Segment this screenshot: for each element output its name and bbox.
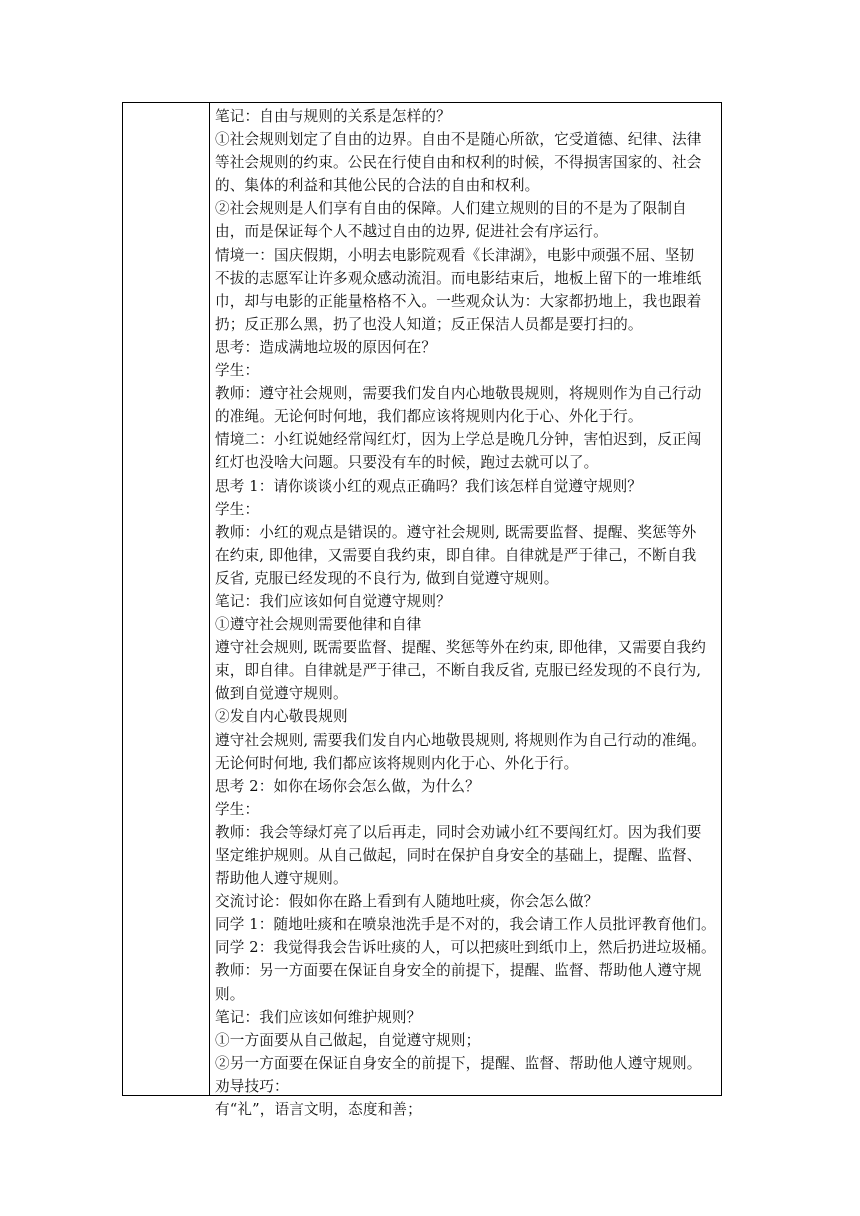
- text-line: 不拔的志愿军让许多观众感动流泪。而电影结束后，地板上留下的一堆堆纸: [215, 269, 702, 287]
- text-line: 学生：: [215, 362, 260, 380]
- text-line: ②社会规则是人们享有自由的保障。人们建立规则的目的不是为了限制自: [215, 200, 687, 218]
- text-line: 则。: [215, 985, 245, 1003]
- text-line: 的、集体的利益和其他公民的合法的自由和权利。: [215, 177, 540, 195]
- text-line: 遵守社会规则, 既需要监督、提醒、奖惩等外在约束, 即他律，又需要自我约: [215, 639, 706, 657]
- text-line: ②发自内心敬畏规则: [215, 708, 348, 726]
- text-line: 束，即自律。自律就是严于律己，不断自我反省, 克服已经发现的不良行为,: [215, 662, 702, 680]
- lesson-table: [122, 102, 722, 1119]
- text-line: 思考 2：如你在场你会怎么做，为什么？: [215, 777, 480, 795]
- text-line: 笔记：我们应该如何维护规则？: [215, 1008, 422, 1026]
- text-line: 教师：小红的观点是错误的。遵守社会规则, 既需要监督、提醒、奖惩等外: [215, 523, 697, 541]
- text-line: ②另一方面要在保证自身安全的前提下，提醒、监督、帮助他人遵守规则。: [215, 1054, 702, 1072]
- text-line: 情境二：小红说她经常闯红灯，因为上学总是晚几分钟，害怕迟到，反正闯: [215, 431, 702, 449]
- text-line: 的准绳。无论何时何地，我们都应该将规则内化于心、外化于行。: [215, 408, 643, 426]
- text-line: 学生：: [215, 800, 260, 818]
- text-line: ①社会规则划定了自由的边界。自由不是随心所欲，它受道德、纪律、法律: [215, 131, 702, 149]
- text-line: 学生：: [215, 500, 260, 518]
- text-line: 由，而是保证每个人不越过自由的边界, 促进社会有序运行。: [215, 223, 608, 241]
- text-line: 思考 1：请你谈谈小红的观点正确吗？我们该怎样自觉遵守规则？: [215, 477, 643, 495]
- text-line: 扔；反正那么黑，扔了也没人知道；反正保洁人员都是要打扫的。: [215, 315, 643, 333]
- text-line: 同学 1：随地吐痰和在喷泉池洗手是不对的，我会请工作人员批评教育他们。: [215, 916, 716, 934]
- text-line: 笔记：我们应该如何自觉遵守规则？: [215, 592, 451, 610]
- text-line: 反省, 克服已经发现的不良行为, 做到自觉遵守规则。: [215, 569, 559, 587]
- text-line: 无论何时何地, 我们都应该将规则内化于心、外化于行。: [215, 754, 579, 772]
- text-line: 笔记：自由与规则的关系是怎样的？: [215, 108, 451, 125]
- text-line: 帮助他人遵守规则。: [215, 870, 348, 888]
- text-line: 遵守社会规则, 需要我们发自内心地敬畏规则, 将规则作为自己行动的准绳。: [215, 731, 706, 749]
- text-line: 交流讨论：假如你在路上看到有人随地吐痰，你会怎么做？: [215, 893, 599, 911]
- text-line: 坚定维护规则。从自己做起，同时在保护自身安全的基础上，提醒、监督、: [215, 847, 702, 864]
- text-line: 劝导技巧：: [215, 1077, 289, 1095]
- text-line: ①一方面要从自己做起，自觉遵守规则；: [215, 1031, 481, 1049]
- text-line: 情境一：国庆假期，小明去电影院观看《长津湖》，电影中顽强不屈、坚韧: [215, 246, 695, 264]
- text-line: 红灯也没啥大问题。只要没有车的时候，跑过去就可以了。: [215, 454, 599, 472]
- table-left-column: [123, 103, 210, 1095]
- text-line: 在约束, 即他律，又需要自我约束，即自律。自律就是严于律己，不断自我: [215, 546, 697, 564]
- text-line: 教师：遵守社会规则，需要我们发自内心地敬畏规则，将规则作为自己行动: [215, 385, 702, 403]
- text-line: 思考：造成满地垃圾的原因何在？: [215, 338, 437, 356]
- text-line: ①遵守社会规则需要他律和自律: [215, 616, 422, 634]
- text-line: 教师：我会等绿灯亮了以后再走，同时会劝诫小红不要闯红灯。因为我们要: [215, 823, 702, 841]
- text-line: 等社会规则的约束。公民在行使自由和权利的时候，不得损害国家的、社会: [215, 154, 702, 172]
- text-line: 做到自觉遵守规则。: [215, 685, 348, 703]
- table-content-cell: [210, 103, 721, 1119]
- text-line: 巾，却与电影的正能量格格不入。一些观众认为：大家都扔地上，我也跟着: [215, 292, 702, 310]
- text-line: 同学 2：我觉得我会告诉吐痰的人，可以把痰吐到纸巾上，然后扔进垃圾桶。: [215, 939, 716, 957]
- text-line: 有“礼”，语言文明，态度和善；: [215, 1101, 422, 1119]
- text-line: 教师：另一方面要在保证自身安全的前提下，提醒、监督、帮助他人遵守规: [215, 962, 702, 980]
